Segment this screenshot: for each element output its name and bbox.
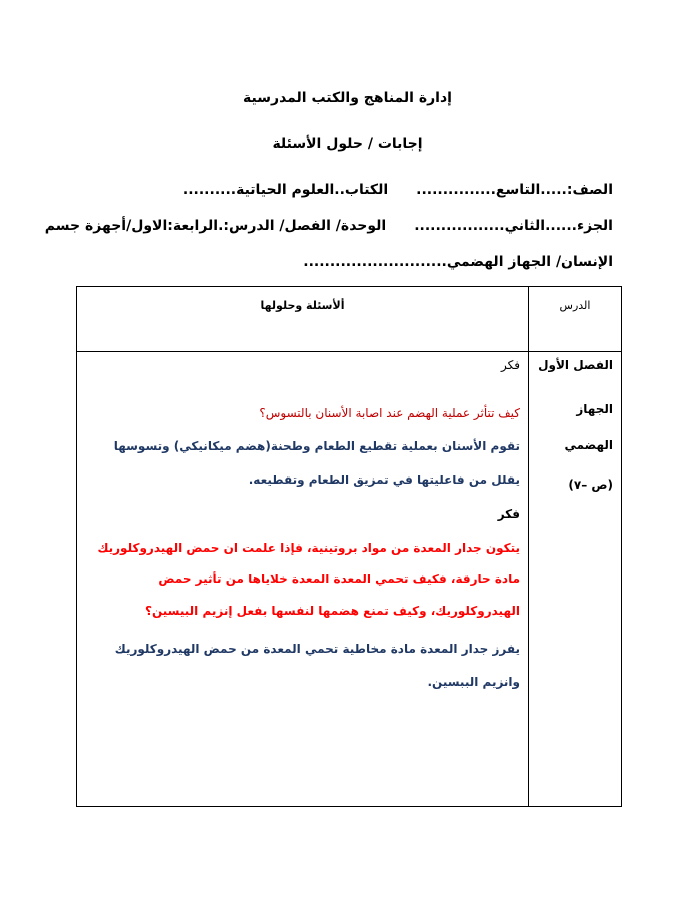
system-label-2: الهضمي	[564, 438, 613, 452]
unit-field: الوحدة/ الفصل/ الدرس:.الرابعة:الاول/أجهزة جسم	[44, 218, 387, 234]
part-unit-line	[17, 218, 613, 234]
table-body-row	[77, 352, 622, 807]
qa-cell	[77, 352, 529, 807]
think-label-1: فكر	[501, 358, 520, 372]
system-label-1: الجهاز	[576, 402, 613, 416]
lesson-cell	[529, 352, 622, 807]
chapter-label: الفصل الأول	[538, 358, 613, 372]
topic-line: الإنسان/ الجهاز الهضمي...........................	[303, 254, 613, 270]
question-2: يتكون جدار المعدة من مواد بروتينية، فإذا علمت ان حمض الهيدروكلوريك مادة حارقة، فكيف تحمي المعدة المعدة خلاياها من تأثير حمض الهيدروكلوريك، وكيف تمنع هضمها لنفسها بفعل إنزيم البيسين؟	[97, 541, 520, 618]
grade-book-line	[155, 182, 613, 198]
col-qa-header: ألأسئلة وحلولها	[77, 287, 529, 352]
question-1: كيف تتأثر عملية الهضم عند اصابة الأسنان بالتسوس؟	[259, 406, 520, 420]
book-field: الكتاب..العلوم الحياتية..........	[182, 182, 389, 198]
grade-field: الصف:.....التاسع...............	[416, 182, 613, 198]
page-subtitle: إجابات / حلول الأسئلة	[272, 136, 423, 152]
qa-table	[76, 286, 622, 807]
part-field: الجزء......الثاني.................	[414, 218, 613, 234]
page-title: إدارة المناهج والكتب المدرسية	[243, 90, 452, 106]
page-ref: (ص –٧)	[568, 478, 613, 492]
col-lesson-header: الدرس	[529, 287, 622, 352]
table-header-row	[77, 287, 622, 352]
think-label-2: فكر	[497, 507, 520, 522]
answer-2: يفرز جدار المعدة مادة مخاطية تحمي المعدة من حمض الهيدروكلوريك وانزيم الببسين.	[114, 641, 520, 690]
answer-1: تقوم الأسنان بعملية تقطيع الطعام وطحنة(هضم ميكانيكي) وتسوسها يقلل من فاعليتها في تمزيق الطعام وتقطيعه.	[113, 439, 520, 487]
